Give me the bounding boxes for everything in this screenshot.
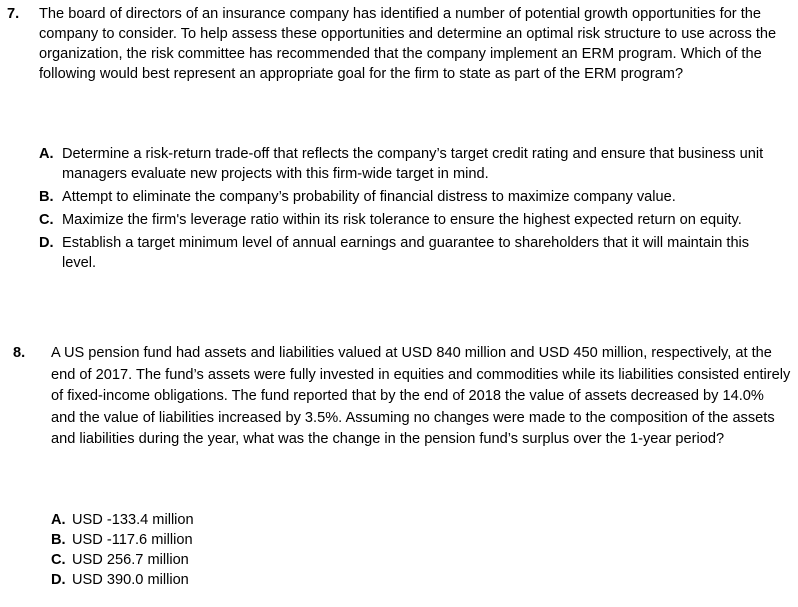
answer-option-c[interactable] — [39, 210, 784, 230]
option-text: USD 256.7 million — [72, 552, 189, 568]
answer-option-a[interactable] — [51, 510, 451, 530]
question-number: 7. — [7, 6, 20, 22]
option-text: Attempt to eliminate the company’s probability of financial distress to maximize company value. — [62, 189, 676, 205]
option-text: Establish a target minimum level of annual earnings and guarantee to shareholders that it will maintain this level. — [62, 235, 750, 271]
option-label: B. — [51, 532, 66, 548]
option-text: Determine a risk-return trade-off that reflects the company’s target credit rating and ensure that business unit managers evaluate new projects with this firm-wide target in mind. — [62, 146, 764, 182]
option-label: C. — [51, 552, 66, 568]
question-stem: The board of directors of an insurance company has identified a number of potential growth opportunities for the company to consider. To help assess these opportunities and determine an optimal risk structure to use across the organization, the risk committee has recommended that the company implement an ERM program. Which of the following would best represent an appropriate goal for the firm to state as part of the ERM program? — [39, 6, 777, 82]
option-label: C. — [39, 212, 54, 228]
answer-option-c[interactable] — [51, 550, 451, 570]
option-label: A. — [39, 146, 54, 162]
option-text: USD -117.6 million — [72, 532, 193, 548]
option-text: Maximize the firm's leverage ratio within its risk tolerance to ensure the highest expected return on equity. — [62, 212, 742, 228]
option-label: A. — [51, 512, 66, 528]
option-text: USD 390.0 million — [72, 572, 189, 588]
answer-option-d[interactable] — [51, 570, 451, 590]
answer-option-b[interactable] — [39, 187, 784, 207]
answer-option-d[interactable] — [39, 233, 784, 273]
answer-option-a[interactable] — [39, 144, 784, 184]
option-label: D. — [51, 572, 66, 588]
answer-options — [51, 510, 451, 590]
option-label: B. — [39, 189, 54, 205]
answer-option-b[interactable] — [51, 530, 451, 550]
option-text: USD -133.4 million — [72, 512, 194, 528]
question-stem: A US pension fund had assets and liabilities valued at USD 840 million and USD 450 million, respectively, at the end of 2017. The fund’s assets were fully invested in equities and commodities while its liabilities consisted entirely of fixed-income obligations. The fund reported that by the end of 2018 the value of assets decreased by 14.0% and the value of liabilities increased by 3.5%. Assuming no changes were made to the composition of the assets and liabilities during the year, what was the change in the pension fund’s surplus over the 1-year period? — [51, 345, 791, 447]
answer-options — [39, 144, 784, 276]
question-number: 8. — [13, 345, 26, 361]
option-label: D. — [39, 235, 54, 251]
